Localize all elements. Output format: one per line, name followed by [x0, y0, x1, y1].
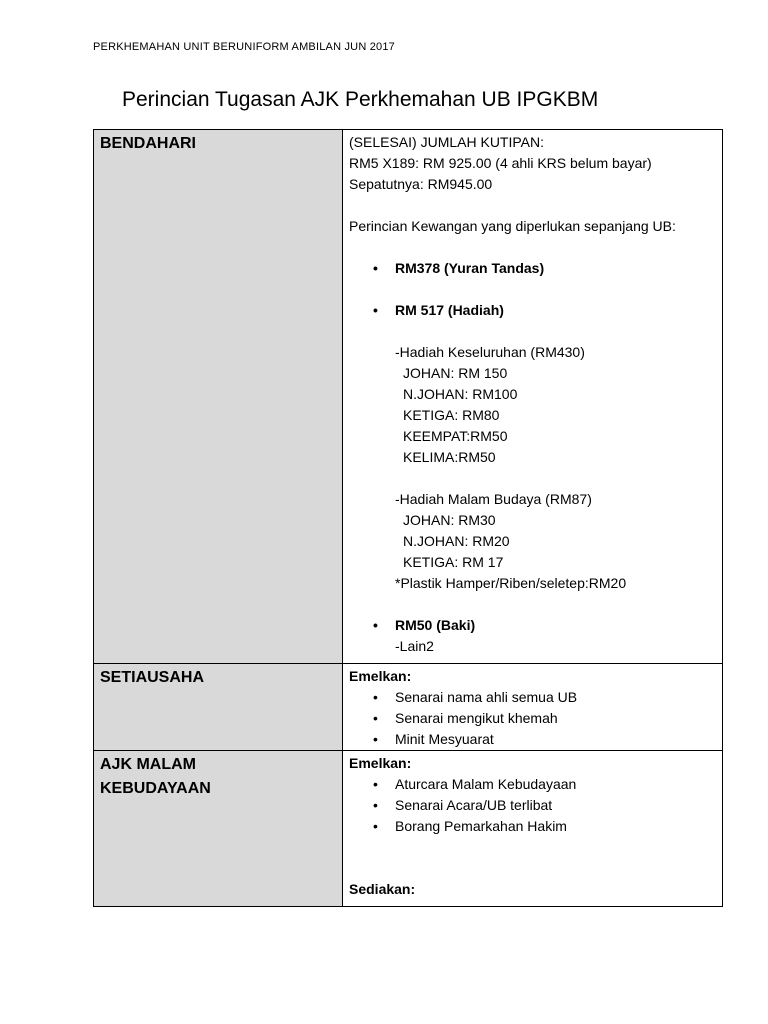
expected-total: Sepatutnya: RM945.00	[349, 176, 493, 192]
content-cell-setiausaha	[343, 664, 723, 751]
list-item: • Aturcara Malam Kebudayaan	[395, 774, 716, 795]
culture-list	[349, 774, 716, 837]
prize-culture-heading: -Hadiah Malam Budaya (RM87)	[395, 491, 592, 507]
finance-list-2	[349, 300, 716, 321]
list-item: • Senarai nama ahli semua UB	[395, 687, 716, 708]
content-cell-bendahari	[343, 130, 723, 664]
secretary-list	[349, 687, 716, 750]
prize-line: KETIGA: RM80	[403, 407, 500, 423]
prize-line: JOHAN: RM 150	[403, 365, 508, 381]
finance-list	[349, 258, 716, 279]
prize-line: KEEMPAT:RM50	[403, 428, 508, 444]
prize-line: KETIGA: RM 17	[403, 554, 504, 570]
prize-line: *Plastik Hamper/Riben/seletep:RM20	[395, 575, 627, 591]
table-row-bendahari	[94, 130, 723, 664]
email-heading: Emelkan:	[349, 755, 412, 771]
finance-list-3	[349, 615, 716, 636]
list-item: • Borang Pemarkahan Hakim	[395, 816, 716, 837]
list-item: • Minit Mesyuarat	[395, 729, 716, 750]
prize-overall-heading: -Hadiah Keseluruhan (RM430)	[395, 344, 585, 360]
role-label-line: AJK MALAM	[100, 756, 196, 773]
prepare-heading: Sediakan:	[349, 881, 416, 897]
list-item: • Senarai mengikut khemah	[395, 708, 716, 729]
document-header: PERKHEMAHAN UNIT BERUNIFORM AMBILAN JUN 2017	[93, 41, 395, 53]
other-line: -Lain2	[395, 638, 434, 654]
prize-line: N.JOHAN: RM20	[403, 533, 510, 549]
finance-detail-heading: Perincian Kewangan yang diperlukan sepanjang UB:	[349, 218, 676, 234]
role-cell-ajk-malam	[94, 751, 343, 907]
list-item: • Senarai Acara/UB terlibat	[395, 795, 716, 816]
table-row-setiausaha	[94, 664, 723, 751]
role-cell-setiausaha: SETIAUSAHA	[94, 664, 343, 751]
role-cell-bendahari: BENDAHARI	[94, 130, 343, 664]
table-row-ajk-malam	[94, 751, 723, 907]
collection-status: (SELESAI) JUMLAH KUTIPAN:	[349, 134, 545, 150]
list-item: • RM378 (Yuran Tandas)	[395, 258, 716, 279]
prize-line: N.JOHAN: RM100	[403, 386, 518, 402]
collection-calculation: RM5 X189: RM 925.00 (4 ahli KRS belum bayar)	[349, 155, 652, 171]
list-item: • RM50 (Baki)	[395, 615, 716, 636]
content-cell-ajk-malam	[343, 751, 723, 907]
list-item: • RM 517 (Hadiah)	[395, 300, 716, 321]
prize-line: JOHAN: RM30	[403, 512, 496, 528]
prize-line: KELIMA:RM50	[403, 449, 496, 465]
duty-table	[93, 129, 723, 907]
role-label-line: KEBUDAYAAN	[100, 780, 211, 797]
email-heading: Emelkan:	[349, 668, 412, 684]
page-title: Perincian Tugasan AJK Perkhemahan UB IPGKBM	[122, 88, 599, 111]
